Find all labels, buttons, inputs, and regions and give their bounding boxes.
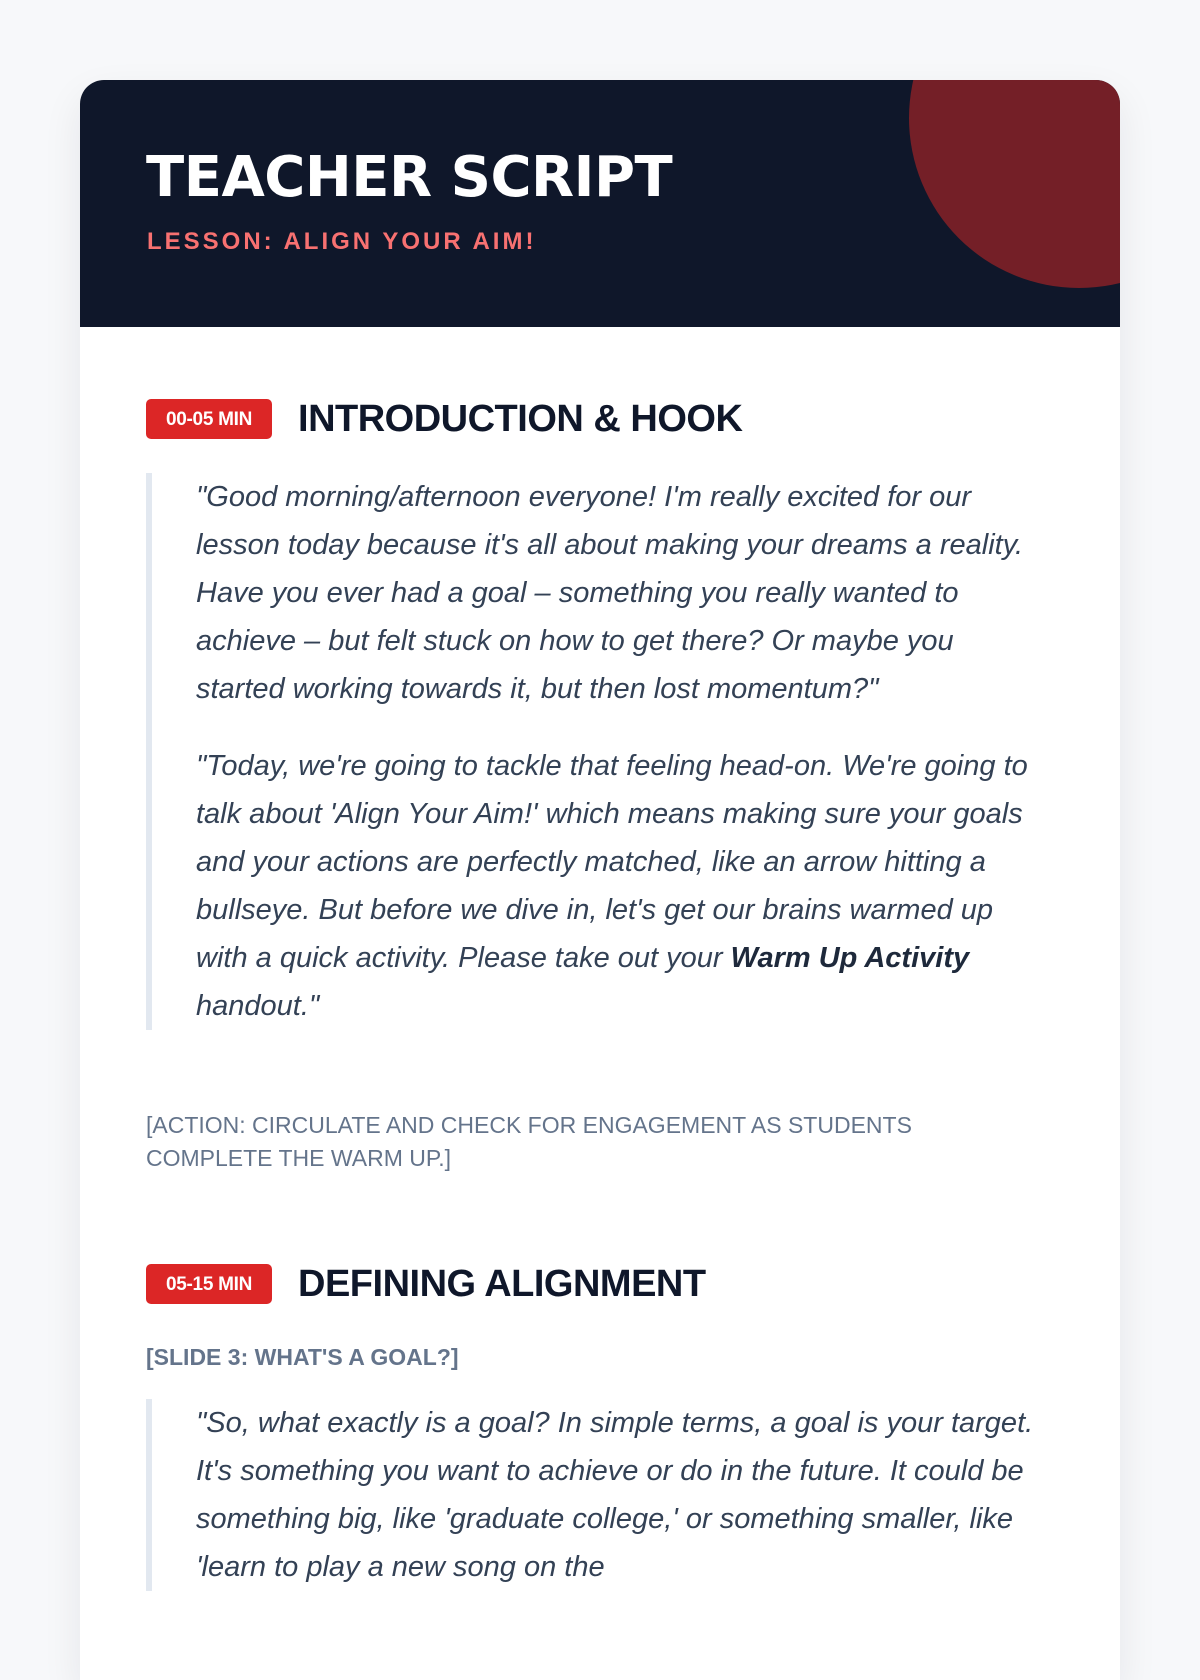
introduction-section-heading <box>146 399 742 439</box>
introduction-quote-2-after: handout." <box>196 990 320 1022</box>
warm-up-activity-text: Warm Up Activity <box>730 942 970 974</box>
lesson-subtitle: LESSON: ALIGN YOUR AIM! <box>147 228 537 255</box>
teacher-script-card <box>80 80 1120 1680</box>
defining-alignment-quote-1: "So, what exactly is a goal? In simple terms, a goal is your target. It's something you want to achieve or do in the future. It could be something big, like 'graduate college,' or something smaller, like 'learn to play a new song on the <box>196 1407 1034 1583</box>
introduction-quote-block <box>146 473 1046 1030</box>
slide-note: [SLIDE 3: WHAT'S A GOAL?] <box>146 1344 459 1370</box>
defining-alignment-section-title: DEFINING ALIGNMENT <box>298 1263 706 1305</box>
introduction-time-badge: 00-05 MIN <box>146 399 272 439</box>
defining-alignment-quote-block <box>146 1399 1046 1591</box>
defining-alignment-time-badge: 05-15 MIN <box>146 1264 272 1304</box>
script-header <box>80 80 1120 327</box>
defining-alignment-section-heading <box>146 1264 706 1304</box>
decorative-circle <box>909 80 1120 288</box>
introduction-action-note: [ACTION: CIRCULATE AND CHECK FOR ENGAGEMENT AS STUDENTS COMPLETE THE WARM UP.] <box>146 1112 912 1171</box>
introduction-quote-2 <box>196 742 1046 1030</box>
introduction-quote-2-before: "Today, we're going to tackle that feeling head-on. We're going to talk about 'Align Your Aim!' which means making sure your goals and your actions are perfectly matched, like an arrow hitting a bullseye. But before we dive in, let's get our brains warmed up with a quick activity. Please take out your <box>196 750 1028 974</box>
page-title: TEACHER SCRIPT <box>146 145 673 210</box>
introduction-section-title: INTRODUCTION & HOOK <box>298 398 743 440</box>
script-content <box>80 327 1120 1680</box>
introduction-quote-1: "Good morning/afternoon everyone! I'm really excited for our lesson today because it's all about making your dreams a reality. Have you ever had a goal – something you really wanted to achieve – but felt stuck on how to get there? Or maybe you started working towards it, but then lost momentum?" <box>196 481 1024 705</box>
